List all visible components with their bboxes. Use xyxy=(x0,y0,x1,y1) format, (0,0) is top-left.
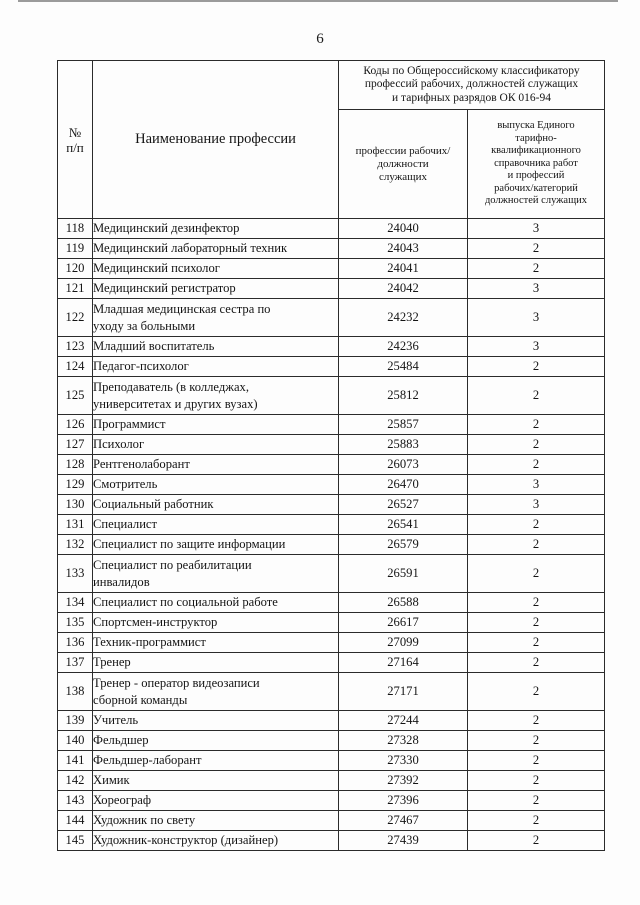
profession-name-line1: Медицинский лабораторный техник xyxy=(93,241,288,255)
row-number-cell: 139 xyxy=(58,711,93,731)
profession-code-cell: 24040 xyxy=(339,219,468,239)
header-row-top xyxy=(58,61,605,110)
profession-name-cell xyxy=(93,377,339,415)
profession-name-cell xyxy=(93,711,339,731)
profession-name-line1: Учитель xyxy=(93,713,139,727)
profession-codes-table xyxy=(57,60,605,851)
header-group-line1: Коды по Общероссийскому классификатору xyxy=(363,64,580,77)
table-row xyxy=(58,731,605,751)
profession-name-cell xyxy=(93,791,339,811)
profession-name-cell xyxy=(93,435,339,455)
row-number-cell: 125 xyxy=(58,377,93,415)
row-number-cell: 137 xyxy=(58,653,93,673)
qualification-rank-cell: 2 xyxy=(468,673,605,711)
row-number-cell: 138 xyxy=(58,673,93,711)
profession-code-cell: 26073 xyxy=(339,455,468,475)
qualification-rank-cell: 2 xyxy=(468,633,605,653)
qualification-rank-cell: 2 xyxy=(468,811,605,831)
profession-name-cell xyxy=(93,771,339,791)
table-row xyxy=(58,495,605,515)
qualification-rank-cell: 3 xyxy=(468,337,605,357)
header-code-line3: служащих xyxy=(378,170,428,183)
table-row xyxy=(58,711,605,731)
table-row xyxy=(58,239,605,259)
row-number-cell: 133 xyxy=(58,555,93,593)
table-row xyxy=(58,831,605,851)
profession-name-line1: Психолог xyxy=(93,437,145,451)
qualification-rank-cell: 2 xyxy=(468,415,605,435)
profession-code-cell: 27392 xyxy=(339,771,468,791)
profession-code-cell: 24043 xyxy=(339,239,468,259)
header-number-line1: № xyxy=(68,124,82,140)
header-rank-line6: рабочих/категорий xyxy=(494,182,578,194)
profession-name-line1: Программист xyxy=(93,417,166,431)
profession-name-line1: Хореограф xyxy=(93,793,151,807)
table-row xyxy=(58,475,605,495)
header-group-line2: профессий рабочих, должностей служащих xyxy=(364,78,579,91)
table-body xyxy=(58,219,605,851)
profession-name-cell xyxy=(93,415,339,435)
header-code-line2: должности xyxy=(377,157,429,170)
profession-name-cell xyxy=(93,259,339,279)
row-number-cell: 126 xyxy=(58,415,93,435)
profession-name-line2: сборной команды xyxy=(93,692,188,707)
table-row xyxy=(58,811,605,831)
row-number-cell: 123 xyxy=(58,337,93,357)
row-number-cell: 140 xyxy=(58,731,93,751)
qualification-rank-cell: 2 xyxy=(468,435,605,455)
table-row xyxy=(58,357,605,377)
qualification-rank-cell: 2 xyxy=(468,357,605,377)
row-number-cell: 124 xyxy=(58,357,93,377)
row-number-cell: 127 xyxy=(58,435,93,455)
profession-code-cell: 27328 xyxy=(339,731,468,751)
table-row xyxy=(58,259,605,279)
qualification-rank-cell: 2 xyxy=(468,613,605,633)
profession-name-line1: Преподаватель (в колледжах, xyxy=(93,380,250,394)
profession-name-line1: Художник-конструктор (дизайнер) xyxy=(93,833,279,847)
profession-code-cell: 24232 xyxy=(339,299,468,337)
profession-name-line1: Специалист по защите информации xyxy=(93,537,286,551)
row-number-cell: 118 xyxy=(58,219,93,239)
row-number-cell: 136 xyxy=(58,633,93,653)
table-row xyxy=(58,279,605,299)
profession-code-cell: 26579 xyxy=(339,535,468,555)
header-group-line3: и тарифных разрядов ОК 016-94 xyxy=(392,91,551,104)
profession-name-cell xyxy=(93,475,339,495)
profession-name-cell xyxy=(93,731,339,751)
row-number-cell: 135 xyxy=(58,613,93,633)
header-rank-line1: выпуска Единого xyxy=(497,120,575,132)
table-row xyxy=(58,771,605,791)
qualification-rank-cell: 2 xyxy=(468,377,605,415)
table-row xyxy=(58,673,605,711)
row-number-cell: 141 xyxy=(58,751,93,771)
header-cell-number xyxy=(58,61,93,219)
profession-name-line1: Техник-программист xyxy=(93,635,206,649)
qualification-rank-cell: 2 xyxy=(468,515,605,535)
header-number-line2: п/п xyxy=(66,139,84,155)
table-row xyxy=(58,751,605,771)
qualification-rank-cell: 3 xyxy=(468,475,605,495)
profession-name-line1: Младшая медицинская сестра по xyxy=(93,302,271,316)
profession-code-cell: 26591 xyxy=(339,555,468,593)
profession-name-cell xyxy=(93,633,339,653)
profession-name-cell xyxy=(93,515,339,535)
qualification-rank-cell: 2 xyxy=(468,831,605,851)
profession-name-line2: уходу за больными xyxy=(93,318,196,333)
row-number-cell: 145 xyxy=(58,831,93,851)
profession-name-line1: Фельдшер-лаборант xyxy=(93,753,202,767)
profession-name-line1: Специалист по реабилитации xyxy=(93,558,252,572)
profession-name-line1: Медицинский дезинфектор xyxy=(93,221,240,235)
header-code-line1: профессии рабочих/ xyxy=(355,144,451,157)
qualification-rank-cell: 3 xyxy=(468,219,605,239)
qualification-rank-cell: 3 xyxy=(468,299,605,337)
profession-code-cell: 26588 xyxy=(339,593,468,613)
profession-name-cell xyxy=(93,239,339,259)
qualification-rank-cell: 2 xyxy=(468,653,605,673)
profession-name-cell xyxy=(93,673,339,711)
row-number-cell: 129 xyxy=(58,475,93,495)
profession-code-cell: 25883 xyxy=(339,435,468,455)
row-number-cell: 131 xyxy=(58,515,93,535)
row-number-cell: 144 xyxy=(58,811,93,831)
profession-code-cell: 26617 xyxy=(339,613,468,633)
profession-name-cell xyxy=(93,811,339,831)
profession-name-cell xyxy=(93,593,339,613)
profession-name-cell xyxy=(93,535,339,555)
qualification-rank-cell: 2 xyxy=(468,731,605,751)
profession-name-line1: Смотритель xyxy=(93,477,158,491)
profession-code-cell: 27467 xyxy=(339,811,468,831)
header-cell-code-column xyxy=(339,110,468,219)
profession-name-line1: Рентгенолаборант xyxy=(93,457,190,471)
profession-name-cell xyxy=(93,653,339,673)
profession-code-cell: 26470 xyxy=(339,475,468,495)
profession-name-line1: Специалист xyxy=(93,517,158,531)
table-header xyxy=(58,61,605,219)
profession-name-cell xyxy=(93,299,339,337)
table-row xyxy=(58,515,605,535)
profession-name-cell xyxy=(93,613,339,633)
profession-code-cell: 27099 xyxy=(339,633,468,653)
profession-name-line1: Спортсмен-инструктор xyxy=(93,615,218,629)
profession-name-cell xyxy=(93,751,339,771)
profession-name-cell xyxy=(93,555,339,593)
profession-name-line1: Тренер xyxy=(93,655,131,669)
qualification-rank-cell: 2 xyxy=(468,791,605,811)
profession-code-cell: 27330 xyxy=(339,751,468,771)
table-row xyxy=(58,633,605,653)
profession-code-cell: 24041 xyxy=(339,259,468,279)
qualification-rank-cell: 2 xyxy=(468,535,605,555)
qualification-rank-cell: 2 xyxy=(468,455,605,475)
row-number-cell: 134 xyxy=(58,593,93,613)
header-rank-line3: квалификационного xyxy=(491,145,581,157)
qualification-rank-cell: 2 xyxy=(468,711,605,731)
header-cell-rank-column xyxy=(468,110,605,219)
profession-code-cell: 26541 xyxy=(339,515,468,535)
profession-name-line2: инвалидов xyxy=(93,574,150,589)
profession-name-cell xyxy=(93,455,339,475)
profession-code-cell: 27396 xyxy=(339,791,468,811)
profession-codes-table-container xyxy=(57,60,604,851)
table-row xyxy=(58,791,605,811)
qualification-rank-cell: 2 xyxy=(468,593,605,613)
header-rank-line7: должностей служащих xyxy=(484,195,588,207)
profession-code-cell: 27164 xyxy=(339,653,468,673)
header-rank-line5: и профессий xyxy=(507,170,565,182)
table-row xyxy=(58,337,605,357)
qualification-rank-cell: 2 xyxy=(468,555,605,593)
table-row xyxy=(58,555,605,593)
table-row xyxy=(58,653,605,673)
profession-name-line2: университетах и других вузах) xyxy=(93,396,258,411)
qualification-rank-cell: 2 xyxy=(468,751,605,771)
table-row xyxy=(58,415,605,435)
row-number-cell: 130 xyxy=(58,495,93,515)
profession-name-line1: Медицинский регистратор xyxy=(93,281,236,295)
profession-name-line1: Фельдшер xyxy=(93,733,149,747)
qualification-rank-cell: 2 xyxy=(468,259,605,279)
profession-name-line1: Химик xyxy=(93,773,130,787)
profession-code-cell: 24042 xyxy=(339,279,468,299)
table-row xyxy=(58,593,605,613)
profession-name-line1: Тренер - оператор видеозаписи xyxy=(93,676,260,690)
table-row xyxy=(58,613,605,633)
profession-name-line1: Специалист по социальной работе xyxy=(93,595,278,609)
table-row xyxy=(58,377,605,415)
row-number-cell: 128 xyxy=(58,455,93,475)
profession-name-cell xyxy=(93,337,339,357)
profession-code-cell: 27244 xyxy=(339,711,468,731)
profession-name-cell xyxy=(93,831,339,851)
header-cell-codes-group xyxy=(339,61,605,110)
qualification-rank-cell: 3 xyxy=(468,495,605,515)
qualification-rank-cell: 2 xyxy=(468,239,605,259)
row-number-cell: 143 xyxy=(58,791,93,811)
qualification-rank-cell: 2 xyxy=(468,771,605,791)
profession-code-cell: 25484 xyxy=(339,357,468,377)
row-number-cell: 121 xyxy=(58,279,93,299)
table-row xyxy=(58,299,605,337)
table-row xyxy=(58,455,605,475)
header-cell-profession-name: Наименование профессии xyxy=(93,61,339,219)
qualification-rank-cell: 3 xyxy=(468,279,605,299)
profession-code-cell: 25812 xyxy=(339,377,468,415)
profession-name-cell xyxy=(93,357,339,377)
profession-name-line1: Педагог-психолог xyxy=(93,359,189,373)
profession-code-cell: 27439 xyxy=(339,831,468,851)
profession-code-cell: 26527 xyxy=(339,495,468,515)
row-number-cell: 119 xyxy=(58,239,93,259)
profession-code-cell: 25857 xyxy=(339,415,468,435)
profession-code-cell: 27171 xyxy=(339,673,468,711)
page-number: 6 xyxy=(316,31,324,47)
row-number-cell: 142 xyxy=(58,771,93,791)
row-number-cell: 120 xyxy=(58,259,93,279)
profession-name-cell xyxy=(93,495,339,515)
profession-name-line1: Медицинский психолог xyxy=(93,261,220,275)
profession-name-line1: Социальный работник xyxy=(93,497,214,511)
profession-name-cell xyxy=(93,219,339,239)
table-row xyxy=(58,219,605,239)
profession-name-cell xyxy=(93,279,339,299)
profession-name-line1: Младший воспитатель xyxy=(93,339,215,353)
profession-name-line1: Художник по свету xyxy=(93,813,196,827)
row-number-cell: 122 xyxy=(58,299,93,337)
header-rank-line4: справочника работ xyxy=(494,157,578,169)
profession-code-cell: 24236 xyxy=(339,337,468,357)
header-rank-line2: тарифно- xyxy=(515,132,557,144)
table-row xyxy=(58,435,605,455)
table-row xyxy=(58,535,605,555)
scan-edge-artifact xyxy=(18,0,618,2)
row-number-cell: 132 xyxy=(58,535,93,555)
